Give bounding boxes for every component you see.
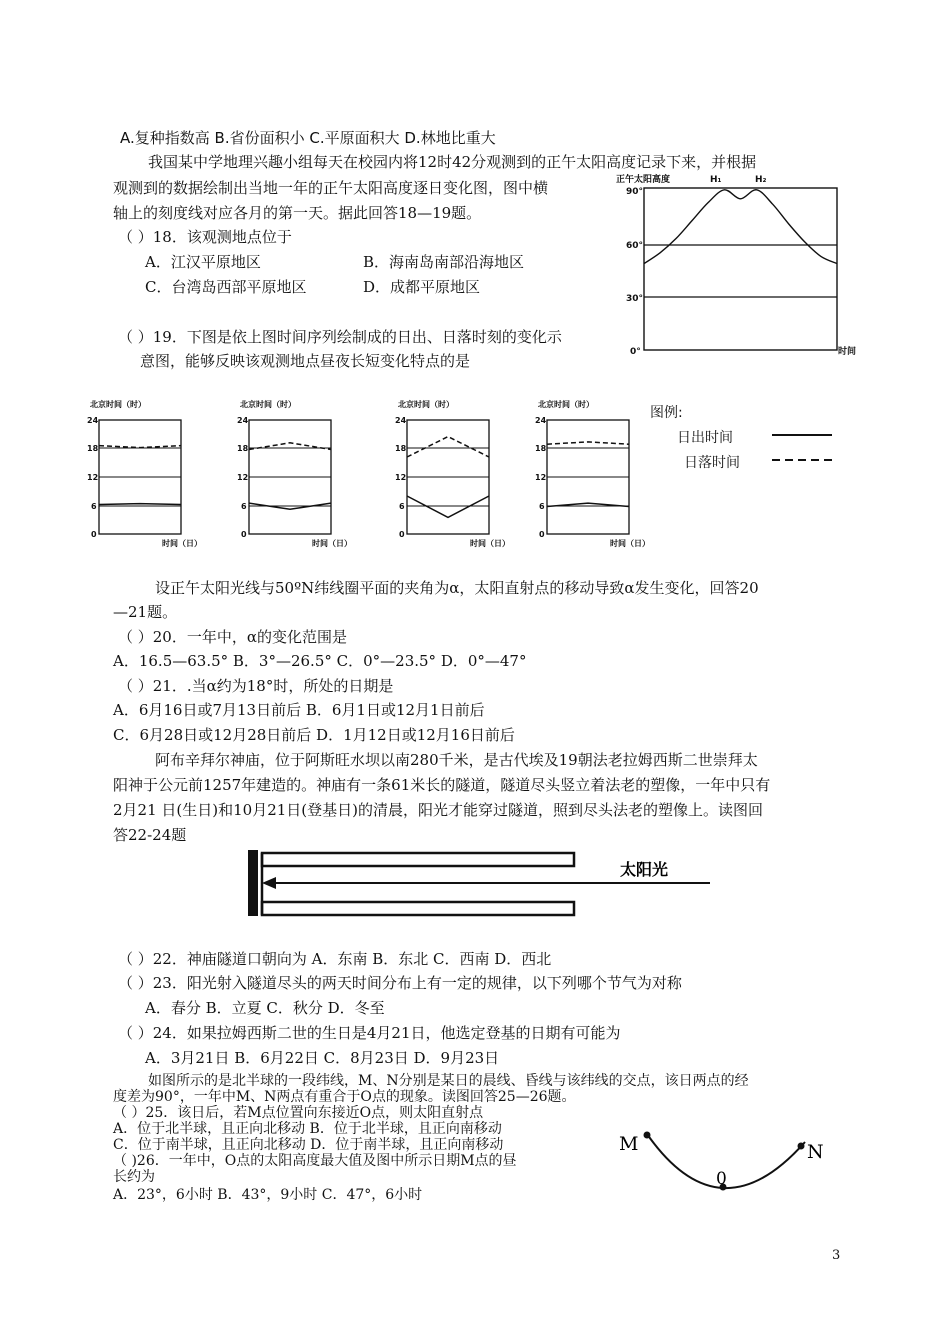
small-chart-c bbox=[390, 396, 510, 552]
q19-line2: 意图，能够反映该观测地点昼夜长短变化特点的是 bbox=[140, 352, 471, 370]
label-n: N bbox=[807, 1141, 824, 1163]
q26-stem: （ )26．一年中，O点的太阳高度最大值及图中所示日期M点的昼 bbox=[113, 1153, 517, 1169]
arrow-head bbox=[262, 877, 276, 889]
sun-altitude-chart bbox=[614, 170, 864, 362]
tunnel-diagram bbox=[240, 848, 720, 920]
sun-chart-tick-30: 30° bbox=[626, 294, 644, 304]
q21-options-cd: C．6月28日或12月28日前后 D．1月12日或12月16日前后 bbox=[113, 726, 515, 744]
intro25-line2: 度差为90°，一年中M、N两点有重合于O点的现象。读图回答25—26题。 bbox=[113, 1089, 576, 1105]
small-chart-ylabel: 北京时间（时） bbox=[90, 400, 146, 409]
point-m bbox=[644, 1132, 651, 1139]
tick-24: 24 bbox=[395, 416, 407, 425]
legend-title: 图例: bbox=[650, 405, 683, 421]
intro18-line1: 我国某中学地理兴趣小组每天在校园内将12时42分观测到的正午太阳高度记录下来，并根据 bbox=[148, 153, 757, 171]
intro22-line3: 2月21 日(生日)和10月21日(登基日)的清晨，阳光才能穿过隧道，照到尽头法老的塑像上。读图回 bbox=[113, 801, 763, 819]
q19-line1: （ ）19．下图是依上图时间序列绘制成的日出、日落时刻的变化示 bbox=[118, 328, 562, 346]
tick-0: 0 bbox=[399, 530, 405, 539]
sun-chart-tick-0: 0° bbox=[630, 347, 641, 357]
tick-12: 12 bbox=[395, 473, 407, 482]
tick-6: 6 bbox=[539, 502, 545, 511]
small-chart-xlabel: 时间（日） bbox=[610, 539, 650, 548]
small-chart-b bbox=[232, 396, 352, 552]
q18-option-a: A．江汉平原地区 bbox=[145, 253, 261, 271]
sun-chart-title: 正午太阳高度 bbox=[616, 175, 671, 185]
q17-options: A.复种指数高 B.省份面积小 C.平原面积大 D.林地比重大 bbox=[120, 129, 496, 147]
q24-stem: （ ）24．如果拉姆西斯二世的生日是4月21日，他选定登基的日期有可能为 bbox=[118, 1024, 621, 1042]
small-chart-xlabel: 时间（日） bbox=[470, 539, 510, 548]
sun-chart-tick-90: 90° bbox=[626, 187, 644, 197]
tunnel-top-wall bbox=[262, 853, 574, 866]
q18-option-c: C．台湾岛西部平原地区 bbox=[145, 278, 307, 296]
tick-0: 0 bbox=[241, 530, 247, 539]
tick-24: 24 bbox=[87, 416, 99, 425]
q26-options: A．23°，6小时 B．43°，9小时 C．47°，6小时 bbox=[113, 1187, 423, 1203]
latitude-arc-diagram bbox=[615, 1128, 835, 1200]
sunset-line bbox=[407, 437, 489, 457]
small-chart-xlabel: 时间（日） bbox=[162, 539, 202, 548]
sun-chart-h1: H₁ bbox=[710, 175, 722, 185]
point-n bbox=[798, 1143, 805, 1150]
tick-18: 18 bbox=[87, 444, 99, 453]
tick-0: 0 bbox=[91, 530, 97, 539]
tick-12: 12 bbox=[237, 473, 249, 482]
q24-options: A．3月21日 B．6月22日 C．8月23日 D．9月23日 bbox=[145, 1049, 500, 1067]
legend-sunrise-label: 日出时间 bbox=[677, 430, 733, 446]
legend-sunset-label: 日落时间 bbox=[684, 455, 740, 471]
q20-stem: （ ）20．一年中，α的变化范围是 bbox=[118, 628, 347, 646]
label-o: 0 bbox=[716, 1169, 727, 1189]
q22: （ ）22．神庙隧道口朝向为 A．东南 B．东北 C．西南 D．西北 bbox=[118, 950, 552, 968]
tick-18: 18 bbox=[237, 444, 249, 453]
small-chart-ylabel: 北京时间（时） bbox=[538, 400, 594, 409]
q21-options-ab: A．6月16日或7月13日前后 B．6月1日或12月1日前后 bbox=[113, 701, 485, 719]
label-m: M bbox=[619, 1133, 639, 1155]
tick-0: 0 bbox=[539, 530, 545, 539]
tunnel-bottom-wall bbox=[262, 902, 574, 915]
tick-24: 24 bbox=[535, 416, 547, 425]
intro22-line1: 阿布辛拜尔神庙，位于阿斯旺水坝以南280千米，是古代埃及19朝法老拉姆西斯二世崇拜太 bbox=[155, 751, 758, 769]
intro20-line1: 设正午太阳光线与50ºN纬线圈平面的夹角为α，太阳直射点的移动导致α发生变化，回答20 bbox=[155, 579, 759, 597]
sunrise-line bbox=[99, 504, 181, 505]
intro20-line2: —21题。 bbox=[113, 603, 178, 621]
q23-stem: （ ）23．阳光射入隧道尽头的两天时间分布上有一定的规律，以下列哪个节气为对称 bbox=[118, 974, 682, 992]
small-chart-a bbox=[82, 396, 202, 552]
intro18-line3: 轴上的刻度线对应各月的第一天。据此回答18—19题。 bbox=[113, 204, 482, 222]
sunset-line bbox=[547, 442, 629, 444]
tick-6: 6 bbox=[241, 502, 247, 511]
sun-altitude-curve bbox=[644, 190, 837, 264]
legend-swatches bbox=[770, 430, 835, 466]
q23-options: A．春分 B．立夏 C．秋分 D．冬至 bbox=[145, 999, 385, 1017]
sunset-line bbox=[99, 446, 181, 448]
sun-chart-frame bbox=[644, 188, 837, 350]
small-chart-xlabel: 时间（日） bbox=[312, 539, 352, 548]
q25-options-cd: C．位于南半球，且正向北移动 D．位于南半球，且正向南移动 bbox=[113, 1137, 504, 1153]
sunrise-line bbox=[407, 496, 489, 517]
tick-6: 6 bbox=[399, 502, 405, 511]
tick-18: 18 bbox=[395, 444, 407, 453]
small-chart-ylabel: 北京时间（时） bbox=[398, 400, 454, 409]
sun-chart-xlabel: 时间 bbox=[838, 347, 857, 357]
q18-option-b: B．海南岛南部沿海地区 bbox=[363, 253, 525, 271]
tick-6: 6 bbox=[91, 502, 97, 511]
sun-chart-tick-60: 60° bbox=[626, 241, 644, 251]
q21-stem: （ ）21．.当α约为18°时，所处的日期是 bbox=[118, 677, 394, 695]
intro18-line2: 观测到的数据绘制出当地一年的正午太阳高度逐日变化图，图中横 bbox=[113, 179, 549, 197]
q20-options: A．16.5—63.5° B．3°—26.5° C．0°—23.5° D．0°—47° bbox=[113, 652, 527, 670]
intro22-line4: 答22-24题 bbox=[113, 826, 187, 844]
tunnel-end-wall bbox=[248, 850, 258, 916]
small-chart-ylabel: 北京时间（时） bbox=[240, 400, 296, 409]
tick-18: 18 bbox=[535, 444, 547, 453]
q25-options-ab: A．位于北半球，且正向北移动 B．位于北半球，且正向南移动 bbox=[113, 1121, 502, 1137]
page-number: 3 bbox=[832, 1248, 841, 1263]
sunlight-label: 太阳光 bbox=[620, 860, 669, 879]
sun-chart-h2: H₂ bbox=[755, 175, 767, 185]
q25-stem: （ ）25．该日后，若M点位置向东接近O点，则太阳直射点 bbox=[113, 1105, 484, 1121]
tick-12: 12 bbox=[87, 473, 99, 482]
tick-12: 12 bbox=[535, 473, 547, 482]
q26-stem2: 长约为 bbox=[113, 1169, 155, 1185]
intro22-line2: 阳神于公元前1257年建造的。神庙有一条61米长的隧道，隧道尽头竖立着法老的塑像，一年中只有 bbox=[113, 776, 771, 794]
intro25-line1: 如图所示的是北半球的一段纬线，M、N分别是某日的晨线、昏线与该纬线的交点，该日两点的经 bbox=[148, 1073, 749, 1089]
small-chart-d bbox=[530, 396, 650, 552]
q18-stem: （ ）18．该观测地点位于 bbox=[118, 228, 292, 246]
q18-option-d: D．成都平原地区 bbox=[363, 278, 481, 296]
tick-24: 24 bbox=[237, 416, 249, 425]
